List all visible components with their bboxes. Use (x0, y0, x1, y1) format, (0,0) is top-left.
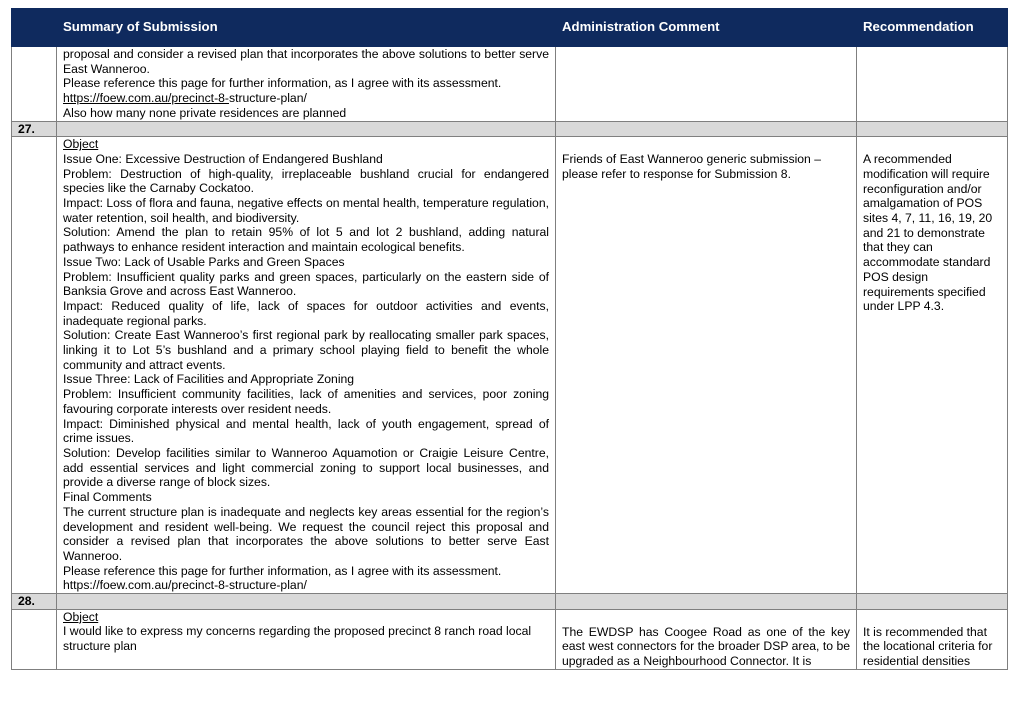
summary-line: Final Comments (63, 490, 152, 505)
summary-line: Also how many none private residences are planned (63, 105, 347, 120)
recommendation-cell: A recommended modification will require reconfiguration and/or amalgamation of POS sites 4, 7, 11, 16, 19, 20 and 21 to demonstrate that they can accommodate standard POS design requirements specified under LPP 4.3. (857, 137, 1008, 594)
recommendation-cell: It is recommended that the locational criteria for residential densities (857, 609, 1008, 669)
submission-number-row (12, 594, 1008, 610)
number-cell (12, 137, 57, 594)
comment-cell: Friends of East Wanneroo generic submission – please refer to response for Submission 8. (556, 137, 857, 594)
table-row (12, 137, 1008, 594)
summary-line: Impact: Loss of flora and fauna, negative effects on mental health, temperature regulation, water retention, soil health, and biodiversity. (63, 196, 549, 225)
summary-line: Problem: Insufficient community facilities, lack of amenities and services, poor zoning favouring corporate interests over resident needs. (63, 387, 549, 416)
summary-cell (57, 47, 556, 122)
summary-link-line (63, 91, 549, 106)
recommendation-cell (857, 47, 1008, 122)
comment-cell (556, 47, 857, 122)
summary-line: The current structure plan is inadequate and neglects key areas essential for the region’s development and resident well-being. We request the council reject this proposal and consider a revised plan that incorporates the above solutions to better serve East Wanneroo. (63, 504, 549, 563)
submission-number: 28. (12, 594, 57, 610)
number-cell (12, 47, 57, 122)
summary-line: Impact: Diminished physical and mental health, lack of youth engagement, spread of crime issues. (63, 416, 549, 446)
summary-line: Impact: Reduced quality of life, lack of spaces for outdoor activities and events, inadequate regional parks. (63, 298, 549, 328)
summary-line: proposal and consider a revised plan that incorporates the above solutions to better serve East Wanneroo. (63, 47, 549, 76)
summary-line: Issue One: Excessive Destruction of Endangered Bushland (63, 151, 383, 166)
summary-line: I would like to express my concerns regarding the proposed precinct 8 ranch road local structure plan (63, 624, 532, 654)
summary-line: Problem: Destruction of high-quality, irreplaceable bushland crucial for endangered species like the Carnaby Cockatoo. (63, 166, 549, 196)
summary-line: Object (63, 137, 99, 152)
table-header-row (12, 9, 1008, 47)
summary-line: Please reference this page for further information, as I agree with its assessment. (63, 563, 502, 578)
table-row (12, 609, 1008, 669)
reference-link-rest[interactable]: structure-plan/ (228, 91, 307, 106)
header-recommendation: Recommendation (857, 9, 1008, 47)
table-row-continued (12, 47, 1008, 122)
summary-line: Object (63, 609, 99, 624)
summary-line: Issue Two: Lack of Usable Parks and Green Spaces (63, 254, 345, 269)
number-cell (12, 609, 57, 669)
summary-cell (57, 609, 556, 669)
header-comment: Administration Comment (556, 9, 857, 47)
summary-cell (57, 137, 556, 594)
submission-number: 27. (12, 121, 57, 137)
summary-line: Solution: Develop facilities similar to Wanneroo Aquamotion or Craigie Leisure Centre, add essential services and light commercial zoning to support local businesses, and provide a diverse range of block sizes. (63, 445, 549, 490)
summary-line: Please reference this page for further information, as I agree with its assessment. (63, 76, 502, 91)
header-summary: Summary of Submission (57, 9, 556, 47)
submissions-table (11, 8, 1008, 670)
header-number (12, 9, 57, 47)
summary-line: Issue Three: Lack of Facilities and Appropriate Zoning (63, 372, 355, 387)
summary-line: Problem: Insufficient quality parks and green spaces, particularly on the eastern side of Banksia Grove and across East Wanneroo. (63, 269, 549, 299)
submission-number-row (12, 121, 1008, 137)
comment-cell: The EWDSP has Coogee Road as one of the key east west connectors for the broader DSP area, to be upgraded as a Neighbourhood Connector. It is (556, 609, 857, 669)
reference-link[interactable]: https://foew.com.au/precinct-8- (63, 91, 229, 106)
reference-link[interactable]: https://foew.com.au/precinct-8-structure-plan/ (63, 578, 307, 593)
summary-line: Solution: Amend the plan to retain 95% of lot 5 and lot 2 bushland, adding natural pathways to enhance resident interaction and maintain ecological benefits. (63, 225, 549, 255)
summary-line: Solution: Create East Wanneroo’s first regional park by reallocating smaller park spaces, linking it to Lot 5’s bushland and a primary school playing field to benefit the whole community and attract events. (63, 328, 549, 372)
